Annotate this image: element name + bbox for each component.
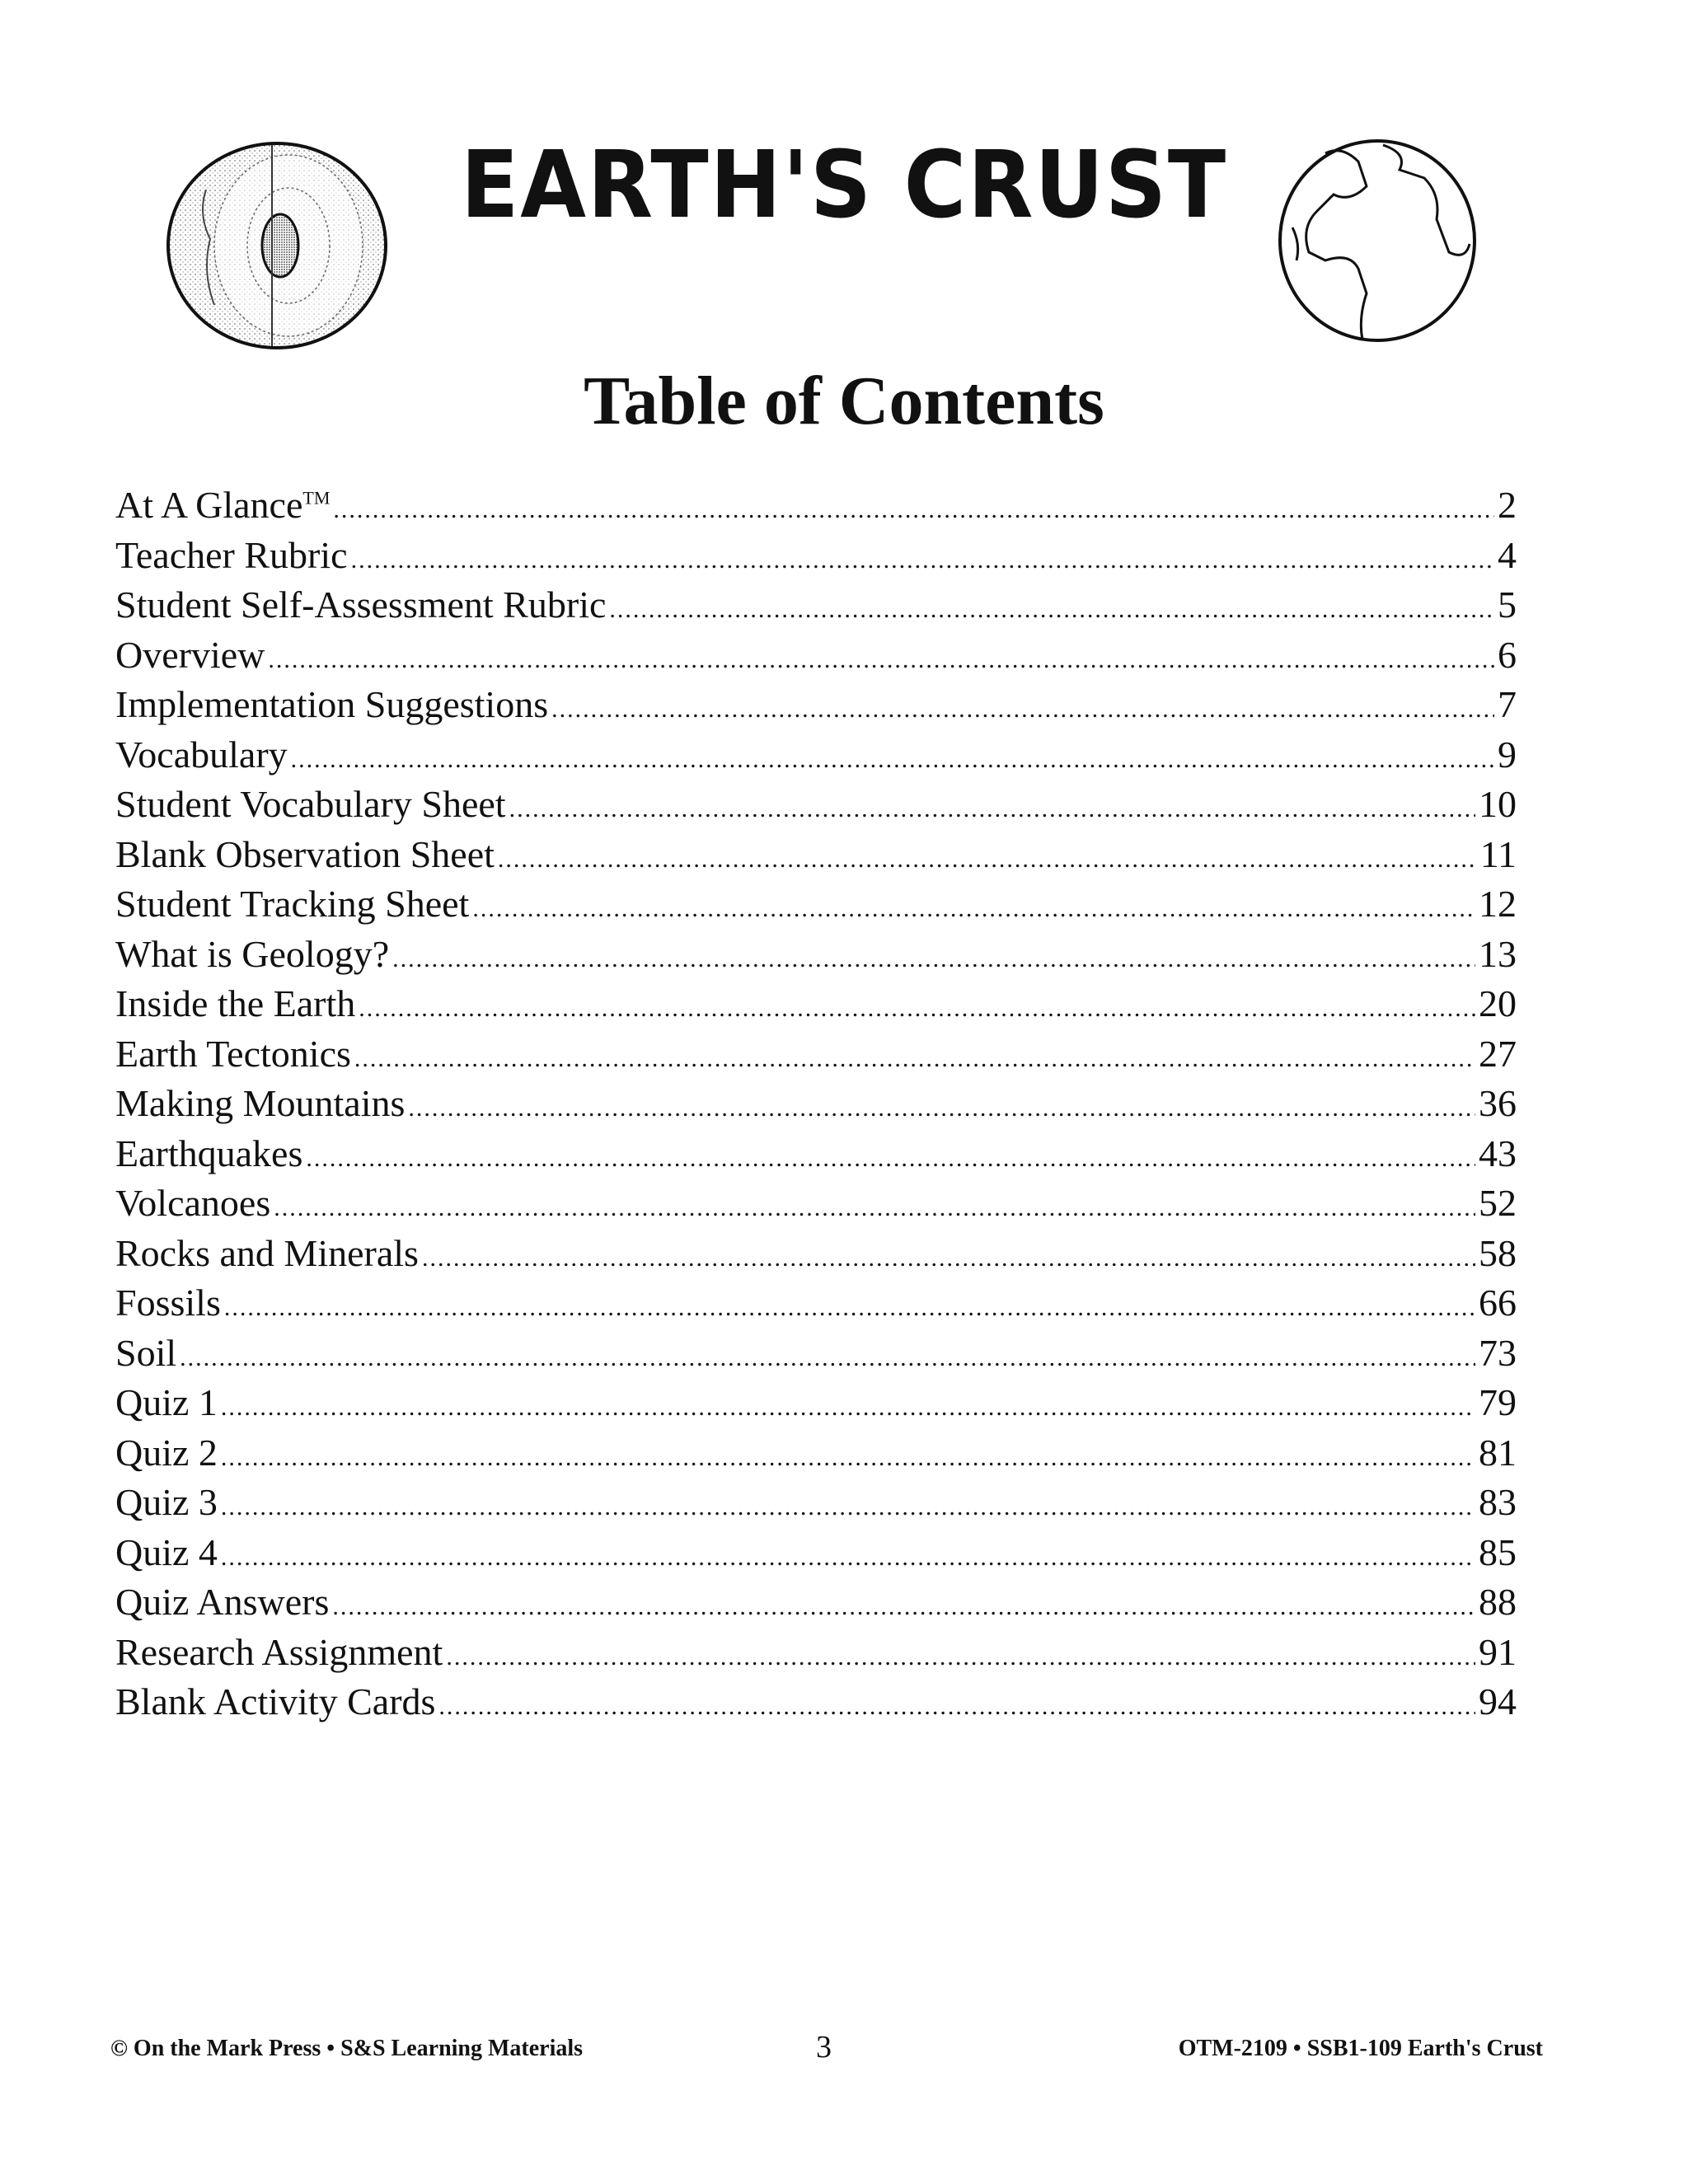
toc-entry-label xyxy=(115,1281,221,1324)
toc-entry-title: Research Assignment xyxy=(115,1630,443,1673)
toc-entry xyxy=(115,882,1517,932)
toc-entry-title: Student Tracking Sheet xyxy=(115,883,470,925)
leader-dots xyxy=(354,1045,1475,1073)
leader-dots xyxy=(446,1643,1475,1671)
toc-entry-label xyxy=(115,1431,218,1474)
toc-entry-label xyxy=(115,882,469,926)
footer-page-number: 3 xyxy=(816,2030,832,2064)
toc-entry-label xyxy=(115,583,606,626)
trademark-mark: TM xyxy=(302,487,331,509)
toc-entry-page: 36 xyxy=(1479,1082,1517,1124)
leader-dots xyxy=(291,746,1494,774)
toc-entry-title: Quiz 3 xyxy=(115,1481,218,1523)
toc-entry-label xyxy=(115,1032,351,1076)
toc-entry-label xyxy=(115,1680,435,1723)
toc-entry-page: 83 xyxy=(1479,1481,1517,1523)
toc-entry xyxy=(115,982,1517,1032)
toc-entry-page: 43 xyxy=(1479,1132,1517,1174)
leader-dots xyxy=(408,1094,1475,1122)
toc-entry-label xyxy=(115,1081,405,1125)
toc-entry-title: Fossils xyxy=(115,1282,221,1324)
toc-entry-page: 88 xyxy=(1479,1581,1517,1623)
table-of-contents-heading: Table of Contents xyxy=(584,363,1104,439)
toc-entry xyxy=(115,1032,1517,1082)
toc-entry xyxy=(115,633,1517,683)
toc-entry-title: Quiz Answers xyxy=(115,1581,330,1623)
toc-entry xyxy=(115,1281,1517,1331)
toc-entry xyxy=(115,832,1517,883)
toc-entry-label xyxy=(115,682,548,726)
toc-entry-title: Earth Tectonics xyxy=(115,1032,351,1075)
toc-entry-page: 9 xyxy=(1498,733,1517,776)
leader-dots xyxy=(332,1593,1475,1621)
toc-entry xyxy=(115,682,1517,733)
leader-dots xyxy=(333,496,1494,524)
leader-dots xyxy=(221,1444,1475,1472)
toc-entry-title: Student Self-Assessment Rubric xyxy=(115,583,607,626)
toc-entry-title: At A Glance xyxy=(115,484,303,526)
leader-dots xyxy=(392,945,1475,973)
leader-dots xyxy=(274,1194,1475,1222)
toc-entry xyxy=(115,1480,1517,1530)
toc-entry-title: Quiz 1 xyxy=(115,1381,218,1423)
toc-entry-title: Inside the Earth xyxy=(115,982,356,1024)
toc-entry-label xyxy=(115,533,348,577)
toc-entry-title: Rocks and Minerals xyxy=(115,1231,419,1274)
toc-entry xyxy=(115,932,1517,982)
toc-entry-label xyxy=(115,1530,218,1574)
toc-entry-label xyxy=(115,1231,419,1275)
toc-entry-label xyxy=(115,1480,218,1524)
globe-illustration xyxy=(1276,137,1479,344)
toc-entry-label xyxy=(115,733,288,776)
table-of-contents xyxy=(115,483,1517,1730)
toc-entry xyxy=(115,1530,1517,1581)
toc-entry-page: 7 xyxy=(1498,683,1517,725)
leader-dots xyxy=(472,895,1475,923)
leader-dots xyxy=(551,696,1494,724)
toc-entry-page: 91 xyxy=(1479,1630,1517,1673)
toc-entry xyxy=(115,1380,1517,1431)
toc-entry xyxy=(115,1181,1517,1231)
toc-entry xyxy=(115,782,1517,832)
toc-entry-page: 52 xyxy=(1479,1182,1517,1224)
toc-entry xyxy=(115,1231,1517,1282)
leader-dots xyxy=(498,846,1477,874)
toc-entry-page: 20 xyxy=(1479,982,1517,1024)
toc-entry-page: 2 xyxy=(1498,484,1517,526)
toc-entry xyxy=(115,1081,1517,1132)
footer-product-code: OTM-2109 • SSB1-109 Earth's Crust xyxy=(1178,2036,1543,2061)
leader-dots xyxy=(221,1544,1475,1572)
toc-entry-title: Quiz 2 xyxy=(115,1431,218,1474)
leader-dots xyxy=(438,1693,1475,1721)
toc-entry-title: Blank Observation Sheet xyxy=(115,832,495,875)
toc-entry-label xyxy=(115,982,355,1025)
leader-dots xyxy=(224,1294,1475,1322)
leader-dots xyxy=(306,1145,1475,1173)
toc-entry-title: Vocabulary xyxy=(115,733,288,776)
leader-dots xyxy=(509,795,1475,823)
toc-entry-title: Student Vocabulary Sheet xyxy=(115,783,506,825)
leader-dots xyxy=(422,1244,1475,1272)
toc-entry-page: 12 xyxy=(1479,883,1517,925)
toc-entry-page: 6 xyxy=(1498,633,1517,676)
toc-entry-label xyxy=(115,1132,302,1175)
toc-entry-title: Making Mountains xyxy=(115,1082,406,1124)
toc-entry-page: 13 xyxy=(1479,932,1517,975)
leader-dots xyxy=(351,546,1494,574)
toc-entry-label xyxy=(115,782,506,826)
toc-entry xyxy=(115,1580,1517,1630)
toc-entry-label xyxy=(115,1331,176,1375)
footer-publisher: © On the Mark Press • S&S Learning Materials xyxy=(110,2036,584,2061)
leader-dots xyxy=(180,1344,1475,1372)
toc-entry xyxy=(115,1132,1517,1182)
toc-entry-label xyxy=(115,633,265,677)
toc-entry-page: 27 xyxy=(1479,1032,1517,1075)
toc-entry-page: 4 xyxy=(1498,533,1517,576)
toc-entry-title: Soil xyxy=(115,1331,177,1374)
toc-entry xyxy=(115,533,1517,583)
leader-dots xyxy=(268,646,1494,674)
document-title: EARTH'S CRUST xyxy=(460,132,1228,239)
toc-entry xyxy=(115,1680,1517,1730)
toc-entry-page: 58 xyxy=(1479,1231,1517,1274)
toc-entry-page: 10 xyxy=(1479,783,1517,825)
toc-entry xyxy=(115,1331,1517,1381)
toc-entry xyxy=(115,483,1517,533)
toc-entry-label xyxy=(115,932,389,976)
toc-entry-title: Volcanoes xyxy=(115,1182,271,1224)
toc-entry-label xyxy=(115,1580,329,1624)
toc-entry-title: Earthquakes xyxy=(115,1132,303,1174)
toc-entry-title: Blank Activity Cards xyxy=(115,1680,436,1722)
toc-entry xyxy=(115,1630,1517,1680)
toc-entry-title: What is Geology? xyxy=(115,932,390,975)
toc-entry-page: 79 xyxy=(1479,1381,1517,1423)
toc-entry xyxy=(115,733,1517,783)
toc-entry-label xyxy=(115,1181,270,1225)
toc-entry-page: 5 xyxy=(1498,583,1517,626)
toc-entry-title: Implementation Suggestions xyxy=(115,683,549,725)
toc-entry-title: Teacher Rubric xyxy=(115,533,348,576)
toc-entry-page: 73 xyxy=(1479,1331,1517,1374)
toc-entry-label xyxy=(115,832,495,876)
toc-entry-title: Quiz 4 xyxy=(115,1530,218,1573)
toc-entry-page: 94 xyxy=(1479,1680,1517,1722)
toc-entry-page: 66 xyxy=(1479,1282,1517,1324)
leader-dots xyxy=(221,1394,1475,1422)
toc-entry-title: Overview xyxy=(115,633,265,676)
toc-entry xyxy=(115,583,1517,633)
leader-dots xyxy=(221,1493,1475,1521)
leader-dots xyxy=(609,596,1494,624)
toc-entry xyxy=(115,1431,1517,1481)
toc-entry-page: 85 xyxy=(1479,1530,1517,1573)
toc-entry-page: 11 xyxy=(1479,832,1517,875)
leader-dots xyxy=(359,995,1475,1023)
toc-entry-label xyxy=(115,483,330,527)
toc-entry-page: 81 xyxy=(1479,1431,1517,1474)
toc-entry-label xyxy=(115,1630,443,1674)
toc-entry-label xyxy=(115,1380,218,1424)
